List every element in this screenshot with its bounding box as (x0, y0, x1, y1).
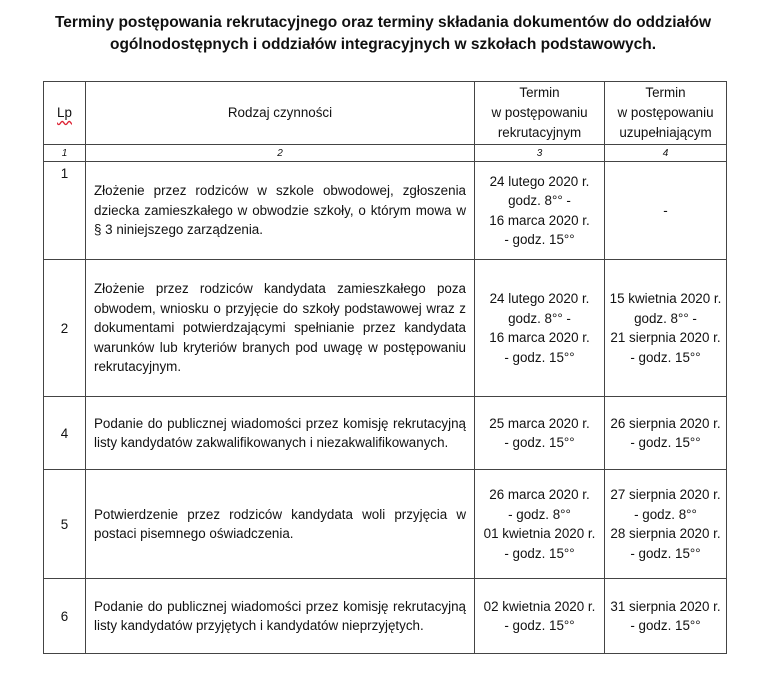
row-term-supplementary (605, 579, 727, 654)
row-term-recruitment (475, 470, 605, 579)
document-title (0, 12, 766, 56)
row-activity: Potwierdzenie przez rodziców kandydata woli przyjęcia w postaci pisemnego oświadczenia. (86, 470, 475, 579)
row-activity: Podanie do publicznej wiadomości przez komisję rekrutacyjną listy kandydatów przyjętych i kandydatów nieprzyjętych. (86, 579, 475, 654)
term-line: - godz. 15°° (504, 349, 575, 365)
term-line: godz. 8°° - (508, 310, 571, 326)
header-term-sup: Termin w postępowaniu uzupełniającym (605, 82, 727, 145)
term-line: - godz. 15°° (504, 232, 575, 247)
term-line: 27 sierpnia 2020 r. (610, 487, 721, 502)
term-line: - godz. 15°° (504, 545, 575, 561)
header-term-rec: Termin w postępowaniu rekrutacyjnym (475, 82, 605, 145)
term-line: - godz. 15°° (630, 435, 701, 450)
term-line: 31 sierpnia 2020 r. (610, 598, 721, 614)
row-activity: Złożenie przez rodziców kandydata zamieszkałego poza obwodem, wniosku o przyjęcie do szkoły podstawowej wraz z dokumentami potwierdzającymi spełnianie przez kandydata warunków lub kryteriów branych pod uwagę w postępowaniu rekrutacyjnym. (86, 260, 475, 397)
column-number: 3 (475, 145, 605, 162)
term-line: 21 sierpnia 2020 r. (610, 330, 721, 345)
term-line: 25 marca 2020 r. (489, 415, 590, 431)
term-line: godz. 8°° - (508, 193, 571, 208)
table-body (44, 162, 727, 654)
term-line: 26 sierpnia 2020 r. (610, 415, 721, 431)
row-lp: 1 (44, 162, 86, 260)
row-term-recruitment (475, 260, 605, 397)
title-line-2: ogólnodostępnych i oddziałów integracyjnych w szkołach podstawowych. (109, 36, 657, 53)
term-line: 24 lutego 2020 r. (489, 173, 590, 189)
row-term-supplementary (605, 397, 727, 470)
term-line: - godz. 15°° (504, 435, 575, 450)
term-line: - (663, 202, 668, 218)
table-row (44, 397, 727, 470)
term-line: - godz. 15°° (504, 618, 575, 633)
term-line: - godz. 15°° (630, 349, 701, 365)
term-line: 16 marca 2020 r. (489, 330, 590, 345)
term-line: - godz. 15°° (630, 545, 701, 561)
term-line: 28 sierpnia 2020 r. (610, 526, 721, 541)
row-activity: Podanie do publicznej wiadomości przez komisję rekrutacyjną listy kandydatów zakwalifikowanych i niezakwalifikowanych. (86, 397, 475, 470)
header-lp: Lp (44, 82, 86, 145)
term-line: - godz. 8°° (634, 506, 697, 522)
term-line: 26 marca 2020 r. (489, 487, 590, 502)
table-row (44, 579, 727, 654)
row-term-recruitment (475, 579, 605, 654)
term-line: - godz. 8°° (508, 506, 571, 522)
title-line-1: Terminy postępowania rekrutacyjnego oraz terminy składania dokumentów do oddziałów (54, 14, 711, 31)
header-activity: Rodzaj czynności (86, 82, 475, 145)
row-term-supplementary (605, 260, 727, 397)
deadlines-table (43, 81, 727, 654)
term-line: 15 kwietnia 2020 r. (609, 291, 722, 306)
row-lp: 6 (44, 579, 86, 654)
term-line: 02 kwietnia 2020 r. (483, 598, 596, 614)
term-line: - godz. 15°° (630, 618, 701, 633)
row-term-recruitment (475, 162, 605, 260)
row-lp: 5 (44, 470, 86, 579)
table-row (44, 470, 727, 579)
column-number: 4 (605, 145, 727, 162)
table-row (44, 260, 727, 397)
row-lp: 2 (44, 260, 86, 397)
column-number: 2 (86, 145, 475, 162)
term-line: godz. 8°° - (634, 310, 697, 326)
row-lp: 4 (44, 397, 86, 470)
row-term-recruitment (475, 397, 605, 470)
term-line: 24 lutego 2020 r. (489, 291, 590, 306)
row-term-supplementary (605, 162, 727, 260)
row-activity: Złożenie przez rodziców w szkole obwodowej, zgłoszenia dziecka zamieszkałego w obwodzie szkoły, o którym mowa w § 3 niniejszego zarządzenia. (86, 162, 475, 260)
table-row (44, 162, 727, 260)
term-line: 01 kwietnia 2020 r. (483, 526, 596, 541)
header-row (44, 82, 727, 145)
term-line: 16 marca 2020 r. (489, 212, 590, 228)
column-number-row (44, 145, 727, 162)
row-term-supplementary (605, 470, 727, 579)
column-number: 1 (44, 145, 86, 162)
